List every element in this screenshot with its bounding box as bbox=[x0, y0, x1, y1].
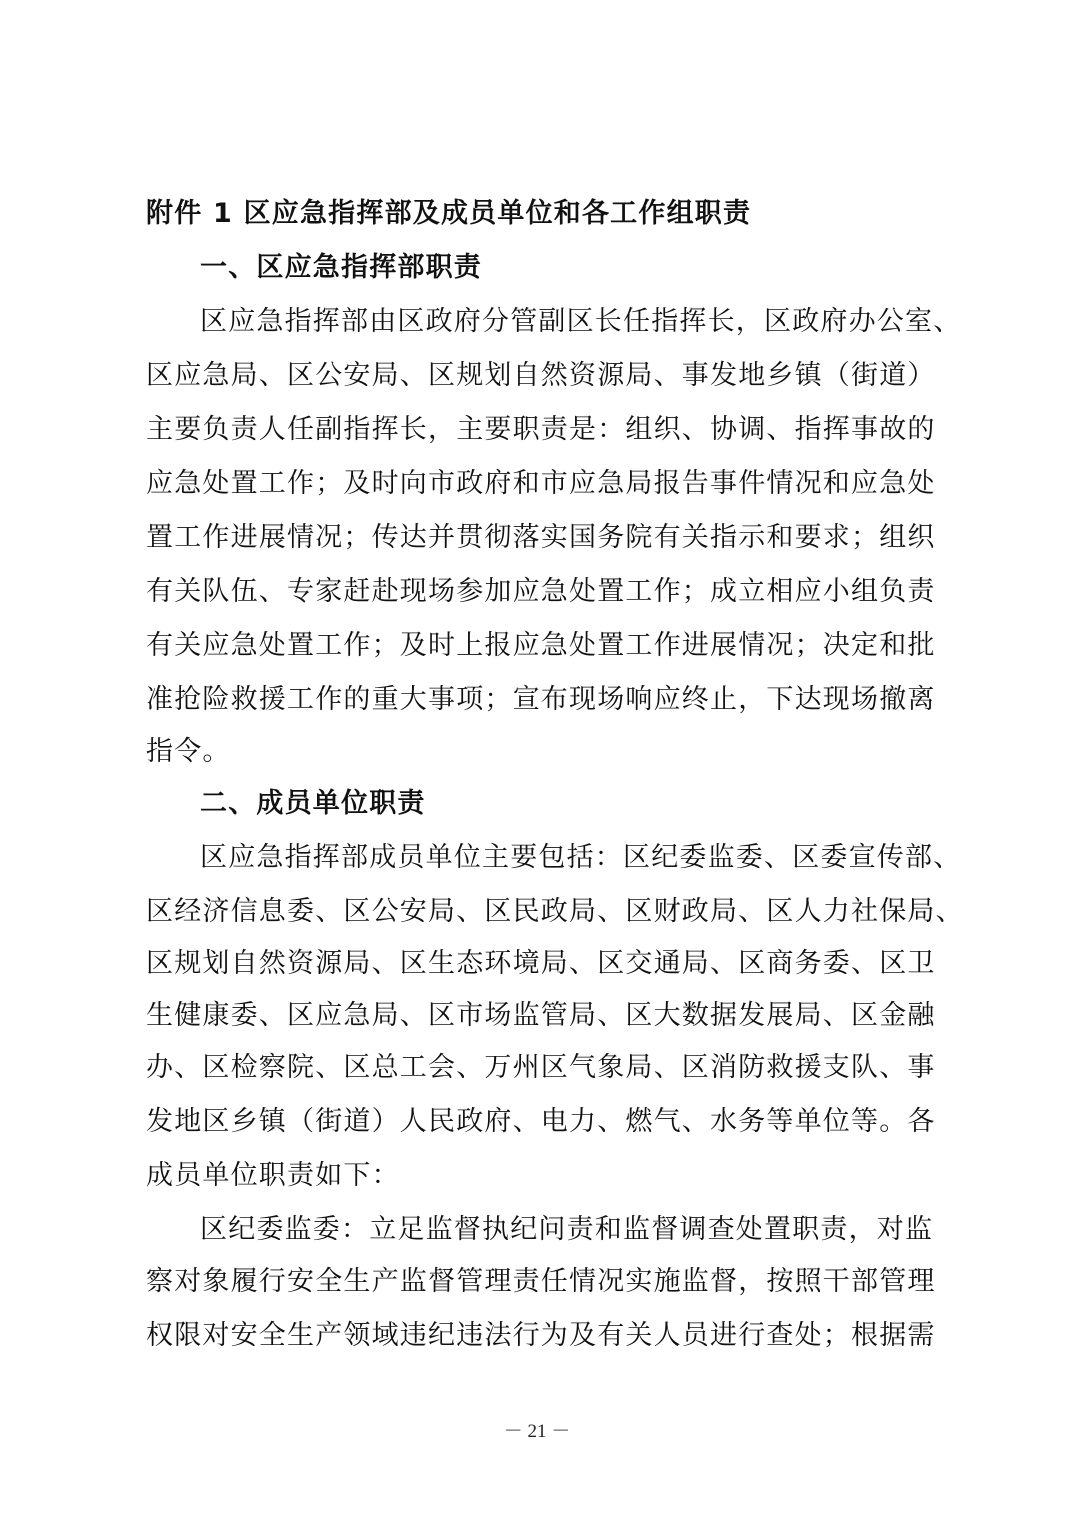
paragraph-line: 指令。 bbox=[146, 736, 231, 767]
paragraph-line: 区应急局、区公安局、区规划自然资源局、事发地乡镇（街道） bbox=[146, 360, 936, 391]
document-title: 附件 1 区应急指挥部及成员单位和各工作组职责 bbox=[146, 198, 752, 229]
paragraph-line: 发地区乡镇（街道）人民政府、电力、燃气、水务等单位等。各 bbox=[146, 1106, 936, 1137]
paragraph-line: 区经济信息委、区公安局、区民政局、区财政局、区人力社保局、 bbox=[146, 896, 964, 927]
paragraph-line: 有关队伍、专家赶赴现场参加应急处置工作；成立相应小组负责 bbox=[146, 576, 936, 607]
paragraph-line: 准抢险救援工作的重大事项；宣布现场响应终止，下达现场撤离 bbox=[146, 684, 936, 715]
paragraph-line: 有关应急处置工作；及时上报应急处置工作进展情况；决定和批 bbox=[146, 630, 936, 661]
page-number: － 21 － bbox=[503, 1421, 571, 1442]
paragraph-line: 成员单位职责如下： bbox=[146, 1160, 400, 1191]
paragraph-line: 置工作进展情况；传达并贯彻落实国务院有关指示和要求；组织 bbox=[146, 522, 936, 553]
paragraph-line: 区应急指挥部成员单位主要包括：区纪委监委、区委宣传部、 bbox=[200, 842, 962, 873]
paragraph-line: 办、区检察院、区总工会、万州区气象局、区消防救援支队、事 bbox=[146, 1052, 936, 1083]
paragraph-line: 区应急指挥部由区政府分管副区长任指挥长，区政府办公室、 bbox=[200, 306, 962, 337]
paragraph-line: 权限对安全生产领域违纪违法行为及有关人员进行查处；根据需 bbox=[146, 1320, 936, 1351]
section-heading-2: 二、成员单位职责 bbox=[200, 788, 426, 819]
paragraph-line: 区规划自然资源局、区生态环境局、区交通局、区商务委、区卫 bbox=[146, 948, 936, 979]
section-heading-1: 一、区应急指挥部职责 bbox=[200, 252, 482, 283]
paragraph-line: 察对象履行安全生产监督管理责任情况实施监督，按照干部管理 bbox=[146, 1266, 936, 1297]
paragraph-line: 生健康委、区应急局、区市场监管局、区大数据发展局、区金融 bbox=[146, 1000, 936, 1031]
paragraph-line: 应急处置工作；及时向市政府和市应急局报告事件情况和应急处 bbox=[146, 468, 936, 499]
paragraph-line: 区纪委监委：立足监督执纪问责和监督调查处置职责，对监 bbox=[200, 1214, 934, 1245]
paragraph-line: 主要负责人任副指挥长，主要职责是：组织、协调、指挥事故的 bbox=[146, 414, 936, 445]
